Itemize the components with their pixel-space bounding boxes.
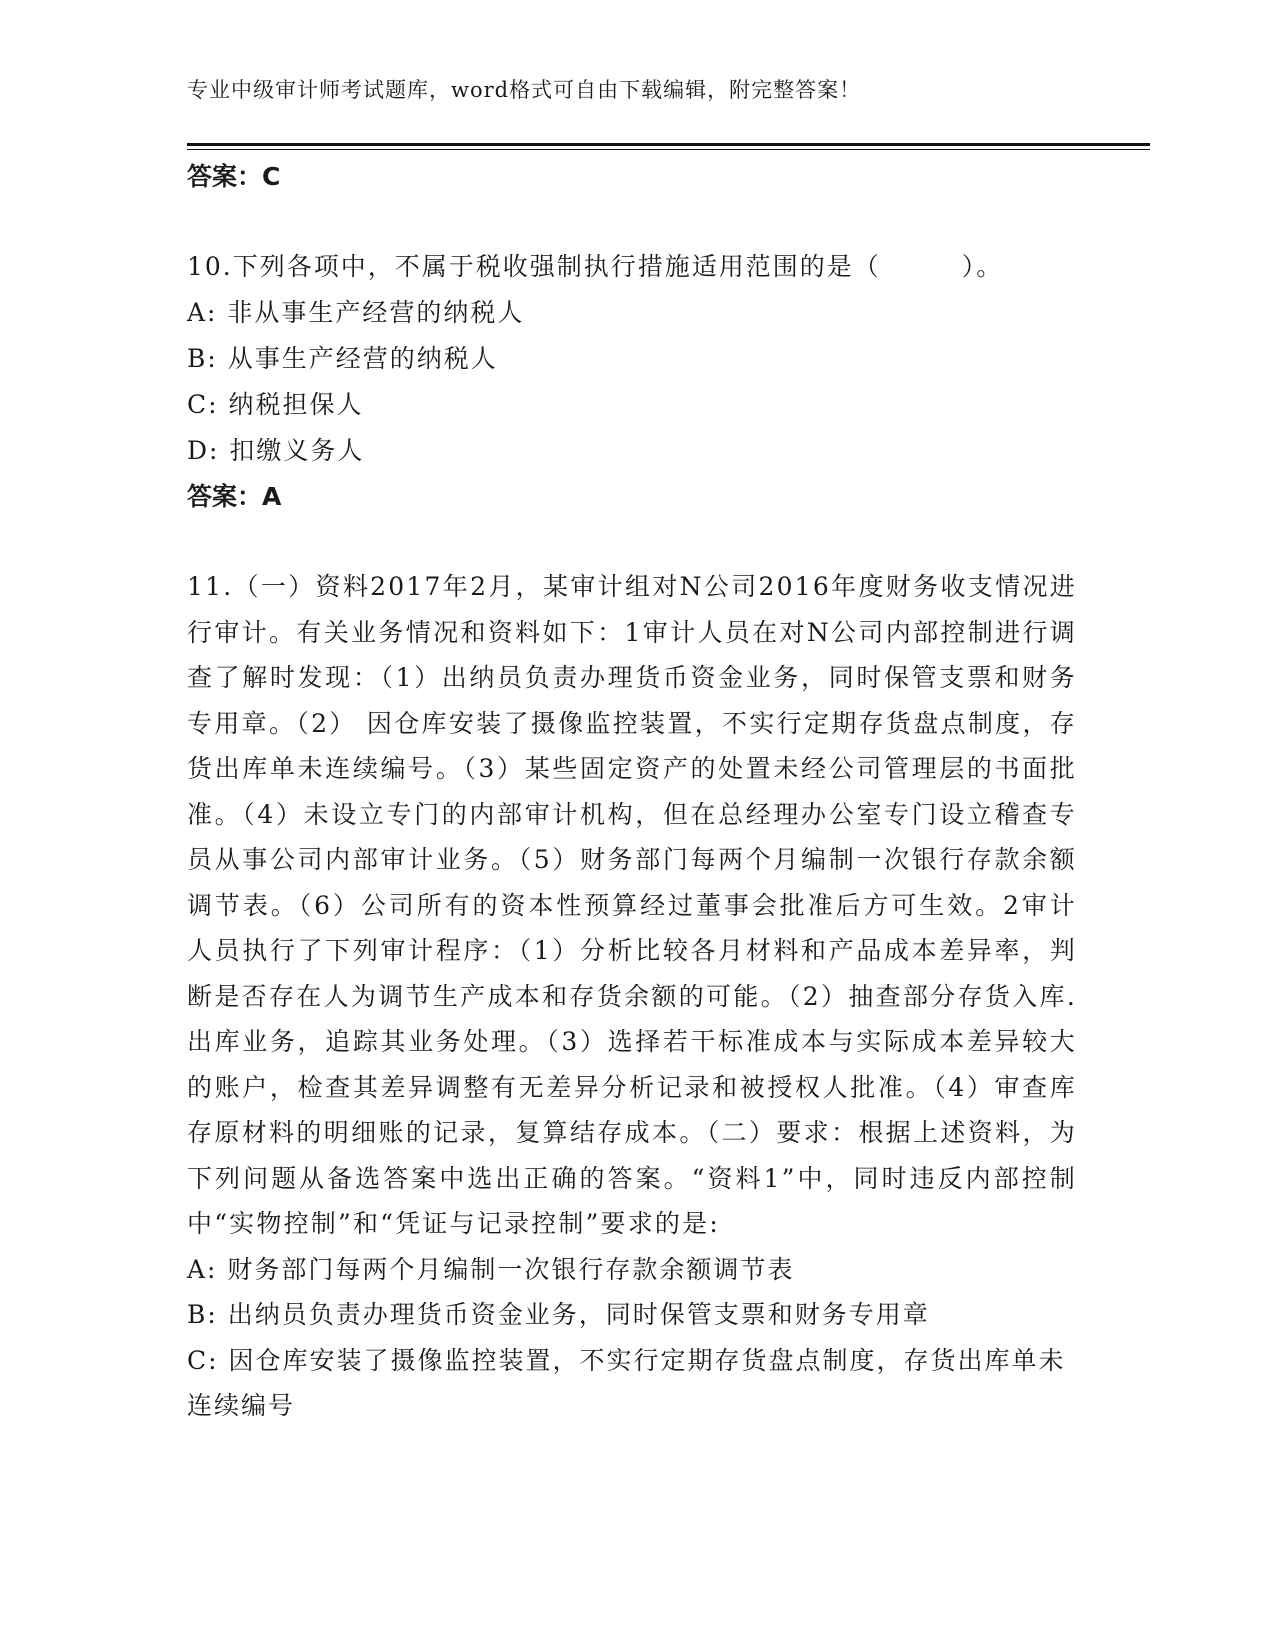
- question-11: [187, 564, 1087, 1429]
- question-10-option-b: B: 从事生产经营的纳税人: [187, 344, 498, 373]
- question-11-stem: 11.（一）资料2017年2月，某审计组对N公司2016年度财务收支情况进行审计。有关业务情况和资料如下：1审计人员在对N公司内部控制进行调查了解时发现：（1）出纳员负责办理货币资金业务，同时保管支票和财务专用章。（2） 因仓库安装了摄像监控装置，不实行定期存货盘点制度，存货出库单未连续编号。（3）某些固定资产的处置未经公司管理层的书面批准。（4）未设立专门的内部审计机构，但在总经理办公室专门设立稽查专员从事公司内部审计业务。（5）财务部门每两个月编制一次银行存款余额调节表。（6）公司所有的资本性预算经过董事会批准后方可生效。2审计人员执行了下列审计程序：（1）分析比较各月材料和产品成本差异率，判断是否存在人为调节生产成本和存货余额的可能。（2）抽查部分存货入库.出库业务，追踪其业务处理。（3）选择若干标准成本与实际成本差异较大的账户，检查其差异调整有无差异分析记录和被授权人批准。（4）审查库存原材料的明细账的记录，复算结存成本。（二）要求：根据上述资料，为下列问题从备选答案中选出正确的答案。“资料1”中，同时违反内部控制中“实物控制”和“凭证与记录控制”要求的是:: [187, 572, 1077, 1238]
- question-11-option-a: A: 财务部门每两个月编制一次银行存款余额调节表: [187, 1254, 795, 1284]
- question-10-stem: 10.下列各项中，不属于税收强制执行措施适用范围的是（ ）。: [187, 252, 1004, 281]
- header-divider-thin: [187, 149, 1150, 150]
- question-10-answer: 答案：A: [187, 482, 282, 511]
- spacer: [187, 200, 1087, 244]
- page-header-banner: 专业中级审计师考试题库，word格式可自由下载编辑，附完整答案！: [187, 78, 862, 102]
- previous-question-answer: 答案：C: [187, 162, 281, 191]
- header-divider-thick: [187, 143, 1150, 146]
- question-10: [187, 244, 1087, 520]
- question-10-option-c: C: 纳税担保人: [187, 390, 364, 419]
- page-content: [187, 154, 1087, 1429]
- question-10-option-d: D: 扣缴义务人: [187, 436, 365, 465]
- question-11-option-b: B: 出纳员负责办理货币资金业务，同时保管支票和财务专用章: [187, 1300, 930, 1329]
- spacer: [187, 520, 1087, 564]
- question-11-option-c: C: 因仓库安装了摄像监控装置，不实行定期存货盘点制度，存货出库单未连续编号: [187, 1345, 1066, 1420]
- question-10-option-a: A: 非从事生产经营的纳税人: [187, 298, 525, 327]
